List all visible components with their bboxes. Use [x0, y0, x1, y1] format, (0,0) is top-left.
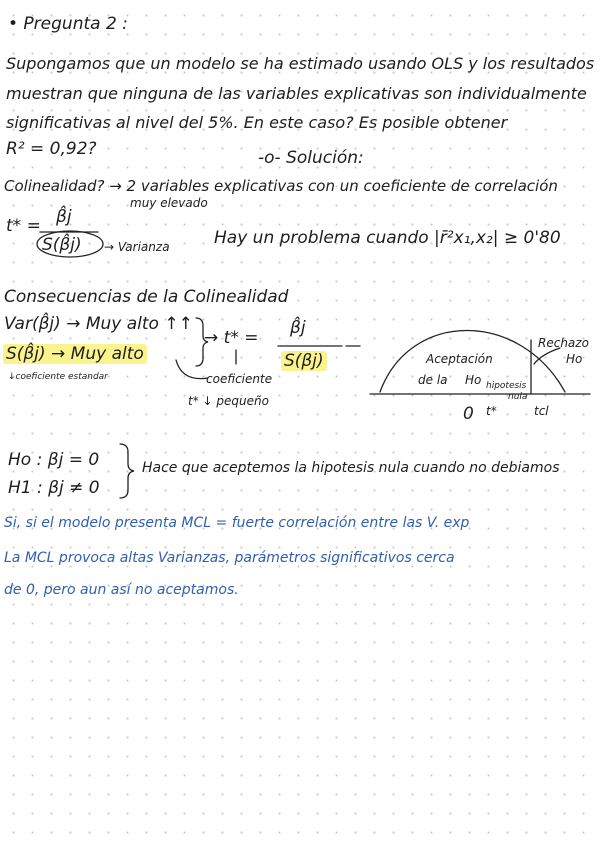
question-line-3: significativas al nivel del 5%. En este caso? Es posible obtener	[6, 113, 508, 132]
question-line-2: muestran que ninguna de las variables explicativas son individualmente	[6, 84, 587, 103]
question-line-1: Supongamos que un modelo se ha estimado usando OLS y los resultados	[6, 54, 595, 73]
diagram-zero: 0	[463, 404, 474, 424]
frac-denominator: S(βj)	[281, 351, 327, 371]
varianza-label: → Varianza	[104, 240, 170, 254]
diagram-de-la: de la	[418, 373, 448, 387]
colinealidad-line-2: muy elevado	[130, 196, 208, 210]
problem-text: Hay un problema cuando |r̄²x₁,x₂| ≥ 0'80	[214, 228, 561, 248]
t-equation: → t* =	[204, 328, 259, 348]
var-line: Var(β̂j) → Muy alto ↑↑	[4, 314, 193, 334]
question-heading: • Pregunta 2 :	[8, 14, 128, 34]
curve-arrow	[176, 360, 208, 379]
diagram-rechazo: Rechazo	[538, 336, 589, 350]
t-star-label: t* =	[6, 216, 41, 236]
hypothesis-h1: H1 : βj ≠ 0	[8, 478, 100, 498]
colinealidad-line-1: Colinealidad? → 2 variables explicativas con un coeficiente de correlación	[4, 177, 558, 195]
frac-numerator: β̂j	[290, 318, 306, 338]
hypothesis-h0: Ho : βj = 0	[8, 450, 100, 470]
coeficiente-label: coeficiente	[206, 372, 273, 386]
blue-note-1: Si, si el modelo presenta MCL = fuerte correlación entre las V. exp	[4, 515, 470, 531]
hypothesis-comment: Hace que aceptemos la hipotesis nula cuando no debiamos	[142, 460, 560, 476]
diagram-hipotesis: hipotesis	[486, 381, 527, 391]
diagram-nula: nula	[508, 392, 528, 402]
diagram-tcl: tcl	[534, 404, 549, 418]
t-small-label: t* ↓ pequeño	[188, 394, 269, 408]
denominator-circle	[37, 231, 103, 257]
consequences-brace	[196, 318, 208, 366]
blue-note-2: La MCL provoca altas Varianzas, parámetros significativos cerca	[4, 550, 455, 566]
diagram-ho: Ho	[465, 373, 482, 387]
s-sub-label: ↓coeficiente estandar	[8, 372, 108, 382]
rechazo-arrow	[534, 348, 560, 364]
diagram-t-star: t*	[486, 404, 497, 418]
consequences-title: Consecuencias de la Colinealidad	[4, 287, 289, 307]
hypotheses-brace	[120, 444, 134, 498]
question-line-4: R² = 0,92?	[6, 139, 97, 159]
t-numerator: β̂j	[56, 207, 72, 227]
diagram-rechazo-ho: Ho	[566, 352, 583, 366]
diagram-acceptance: Aceptación	[426, 352, 493, 366]
blue-note-3: de 0, pero aun así no aceptamos.	[4, 582, 239, 598]
solution-title: -o- Solución:	[258, 148, 364, 168]
s-line: S(β̂j) → Muy alto	[3, 344, 147, 364]
t-denominator: S(β̂j)	[42, 235, 82, 255]
